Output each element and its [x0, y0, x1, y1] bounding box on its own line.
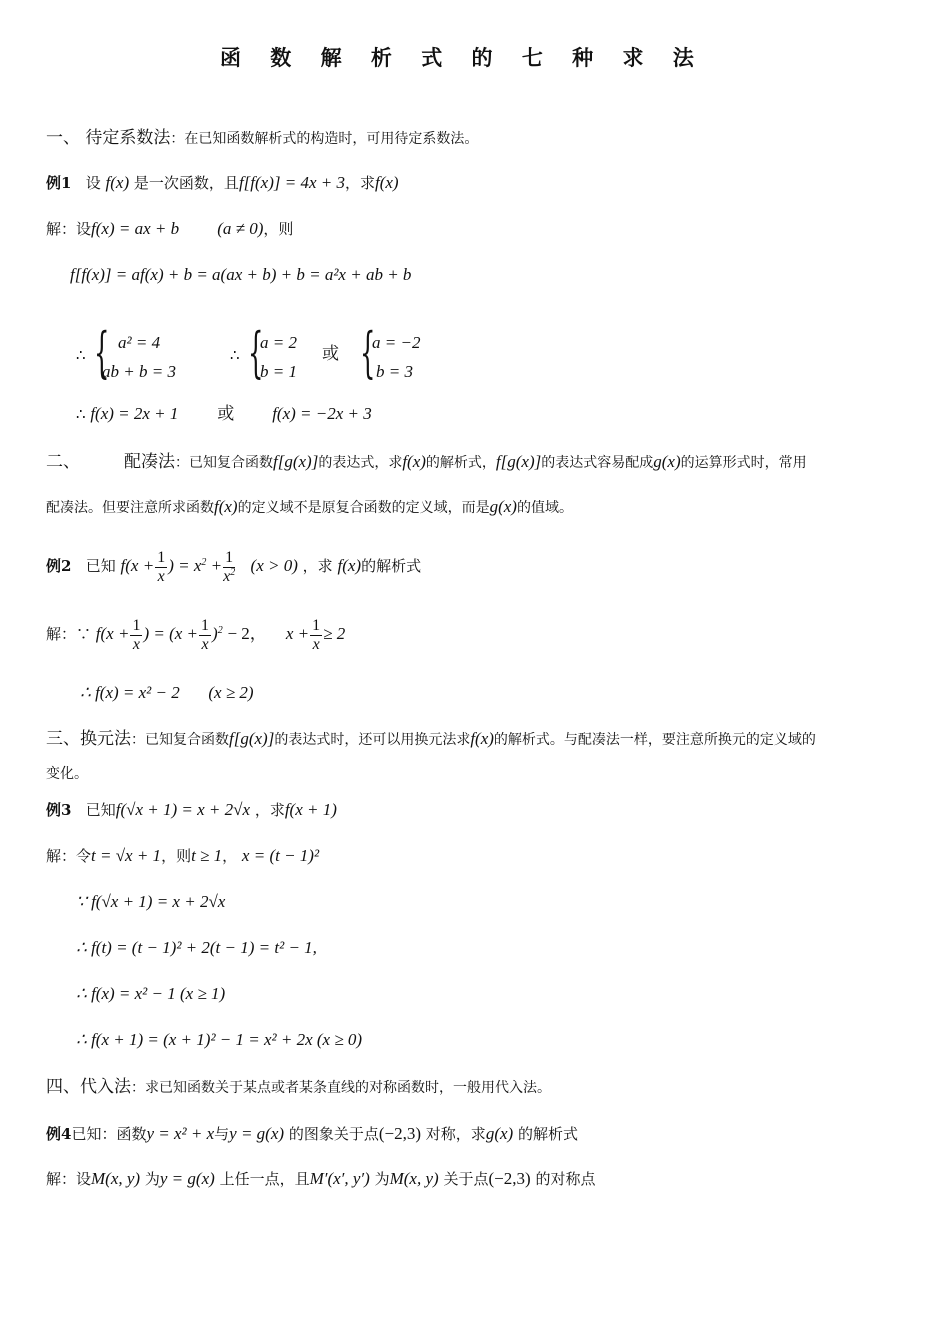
system-or: 或 — [322, 344, 339, 364]
example-2-ask: ，求 — [302, 557, 333, 575]
solution-2-expr-b: ) = (x + — [143, 624, 199, 643]
section-3-desc1: ：已知复合函数 — [131, 732, 229, 748]
section-1-heading-line — [46, 128, 478, 149]
solution-4-point: (−2,3) — [488, 1169, 531, 1188]
section-3-desc3: 的解析式。与配凑法一样，要注意所换元的定义域的 — [493, 732, 816, 748]
section-2-gx: g(x) — [653, 452, 681, 471]
section-2-fx2: f(x) — [214, 497, 238, 516]
section-2-fg2: f[g(x)] — [495, 452, 542, 471]
solution-3-x: x = (t − 1)² — [241, 846, 320, 865]
solution-3-step3: ∴ f(x) = x² − 1 (x ≥ 1) — [76, 984, 226, 1003]
section-1-heading: 一、 待定系数法 — [46, 128, 171, 148]
answer-1-b: f(x) = −2x + 3 — [272, 404, 372, 423]
example-3 — [46, 800, 337, 820]
system-1-eq1: a² = 4 — [118, 333, 161, 352]
left-brace-icon: { — [248, 321, 264, 384]
fraction: $\frac{1}{x}$ — [312, 616, 321, 653]
section-3-fx: f(x) — [470, 729, 494, 748]
solution-4-M2: M′(x′, y′) — [309, 1169, 370, 1188]
section-3-desc4: 变化。 — [46, 766, 88, 782]
example-4-g: y = g(x) — [229, 1124, 285, 1143]
solution-1-then: ，则 — [263, 220, 294, 238]
section-3-desc2: 的表达式时，还可以用换元法求 — [274, 732, 471, 748]
example-4-gx: g(x) — [485, 1124, 514, 1143]
section-2-fg: f[g(x)] — [273, 452, 319, 471]
section-2-desc-line2 — [46, 497, 573, 518]
example-2-tail: 的解析式 — [361, 557, 422, 575]
example-1-ask: ，求 — [344, 174, 375, 192]
solution-3-step4: ∴ f(x + 1) = (x + 1)² − 1 = x² + 2x (x ≥ 0) — [76, 1030, 363, 1049]
section-2-desc4: 的表达式容易配成 — [541, 455, 654, 471]
example-2-f: f(x) — [337, 556, 362, 575]
section-2-line2c: 的值域。 — [516, 500, 573, 516]
section-2-desc1: ：已知复合函数 — [175, 455, 273, 471]
solution-4-g: y = g(x) — [159, 1169, 215, 1188]
solution-2 — [46, 612, 345, 656]
example-3-label: 例3 — [46, 801, 72, 819]
system-3-eq1: a = −2 — [372, 333, 421, 352]
example-4-pre: 已知：函数 — [71, 1125, 147, 1143]
example-1-f: f(x) — [105, 173, 130, 192]
section-2-gx2: g(x) — [489, 497, 517, 516]
example-2-pre: 已知 — [85, 557, 116, 575]
section-4-heading-line — [46, 1077, 551, 1098]
answer-2-expr: ∴ f(x) = x² − 2 — [80, 683, 180, 702]
section-4-heading: 四、代入法 — [46, 1077, 131, 1097]
answer-1: ∴ f(x) = 2x + 1 或 f(x) = −2x + 3 — [76, 404, 372, 424]
solution-3: 解：令t = √x + 1，则t ≥ 1， x = (t − 1)² — [46, 846, 320, 865]
section-2-number: 二、 — [46, 452, 80, 472]
system-2-eq1: a = 2 — [260, 333, 297, 352]
left-brace-icon: { — [360, 321, 376, 384]
answer-1-or: 或 — [217, 404, 235, 424]
left-brace-icon: { — [94, 321, 110, 384]
solution-3-sub: t = √x + 1 — [91, 846, 162, 865]
solution-3-then: ，则 — [161, 847, 192, 865]
section-2-heading: 配凑法 — [124, 452, 175, 472]
therefore-symbol: ∴ — [230, 346, 240, 364]
example-1-cond: f[f(x)] = 4x + 3 — [238, 173, 345, 192]
fraction: $\frac{1}{x}$ — [157, 548, 166, 585]
system-3-eq2: b = 3 — [376, 362, 413, 381]
example-4 — [46, 1124, 578, 1144]
example-4-end: 的解析式 — [517, 1125, 578, 1143]
solution-4-is: 为 — [374, 1170, 390, 1188]
example-2 — [46, 544, 421, 588]
example-4-label: 例4 — [46, 1125, 72, 1143]
solution-4 — [46, 1169, 595, 1189]
solution-1-cond: (a ≠ 0) — [217, 219, 264, 238]
solution-4-label: 解：设 — [46, 1170, 92, 1188]
example-2-expr-a: f(x + — [120, 556, 155, 575]
therefore-symbol: ∴ — [76, 346, 86, 364]
solution-2-expr-d: x + — [285, 624, 310, 643]
solution-1-label: 解：设 — [46, 220, 92, 238]
solution-2-ge: ≥ 2 — [323, 624, 346, 643]
section-2-desc5: 的运算形式时，常用 — [680, 455, 807, 471]
fraction: $\frac{1}{x^2}$ — [223, 548, 236, 585]
solution-2-tail: − 2， — [227, 624, 267, 643]
solution-3-step1: ∵ f(√x + 1) = x + 2√x — [76, 892, 226, 911]
solution-4-M: M(x, y) — [91, 1169, 141, 1188]
solution-2-label: 解：∵ — [46, 625, 92, 643]
example-4-and: 与 — [214, 1125, 230, 1143]
solution-4-about: 关于点 — [443, 1170, 489, 1188]
answer-2 — [80, 683, 254, 703]
fraction: $\frac{1}{x}$ — [201, 616, 210, 653]
example-1-label: 例1 — [46, 174, 72, 192]
example-3-f: f(x + 1) — [284, 800, 337, 819]
solution-1-expr: f(x) = ax + b — [91, 219, 180, 238]
example-4-mid: 的图象关于点 — [288, 1125, 379, 1143]
solution-2-expr-c: )$^2$ — [212, 624, 223, 643]
section-4-desc: ：求已知函数关于某点或者某条直线的对称函数时，一般用代入法。 — [131, 1080, 551, 1096]
solution-4-any: 上任一点，且 — [219, 1170, 310, 1188]
section-3-heading-line — [46, 729, 816, 750]
system-2-eq2: b = 1 — [260, 362, 297, 381]
section-2-desc2: 的表达式，求 — [318, 455, 403, 471]
section-1-desc: ：在已知函数解析式的构造时，可用待定系数法。 — [170, 131, 479, 147]
section-2-fx: f(x) — [402, 452, 426, 471]
example-1-pre: 设 — [85, 174, 101, 192]
example-3-ask: ，求 — [254, 801, 285, 819]
answer-2-cond: (x ≥ 2) — [208, 683, 254, 702]
solution-3-label: 解：令 — [46, 847, 92, 865]
page-title: 函 数 解 析 式 的 七 种 求 法 — [220, 45, 705, 70]
system-1-eq2: ab + b = 3 — [102, 362, 176, 381]
example-4-point: (−2,3) — [378, 1124, 422, 1143]
solution-4-M3: M(x, y) — [389, 1169, 439, 1188]
solution-2-expr-a: f(x + — [95, 624, 130, 643]
fraction: $\frac{1}{x}$ — [132, 616, 141, 653]
example-2-cond: (x > 0) — [250, 556, 298, 575]
example-3-expr: f(√x + 1) = x + 2√x — [115, 800, 251, 819]
solution-4-end: 的对称点 — [535, 1170, 596, 1188]
solution-1 — [46, 219, 293, 239]
solution-3-t: t ≥ 1 — [191, 846, 223, 865]
section-2-desc3: 的解析式， — [425, 455, 496, 471]
example-1 — [46, 173, 399, 193]
example-2-label: 例2 — [46, 557, 72, 575]
example-4-tail: 对称，求 — [425, 1125, 486, 1143]
section-3-heading: 三、换元法 — [46, 729, 131, 749]
example-4-y: y = x² + x — [146, 1124, 215, 1143]
example-1-f2: f(x) — [375, 173, 399, 192]
solution-1-expand: f[f(x)] = af(x) + b = a(ax + b) + b = a²x + ab + b — [70, 265, 412, 284]
answer-1-a: f(x) = 2x + 1 — [90, 404, 179, 423]
solution-3-step2: ∴ f(t) = (t − 1)² + 2(t − 1) = t² − 1, — [76, 938, 317, 957]
section-3-fg: f[g(x)] — [229, 729, 275, 748]
example-1-mid: 是一次函数，且 — [133, 174, 239, 192]
example-2-expr-b: ) = $x^2$ + — [168, 556, 223, 575]
section-2-line2b: 的定义域不是原复合函数的定义域，而是 — [237, 500, 490, 516]
example-3-pre: 已知 — [85, 801, 116, 819]
solution-4-on: 为 — [144, 1170, 160, 1188]
section-2-line2a: 配凑法。但要注意所求函数 — [46, 500, 214, 516]
section-2-heading-line — [46, 452, 807, 473]
